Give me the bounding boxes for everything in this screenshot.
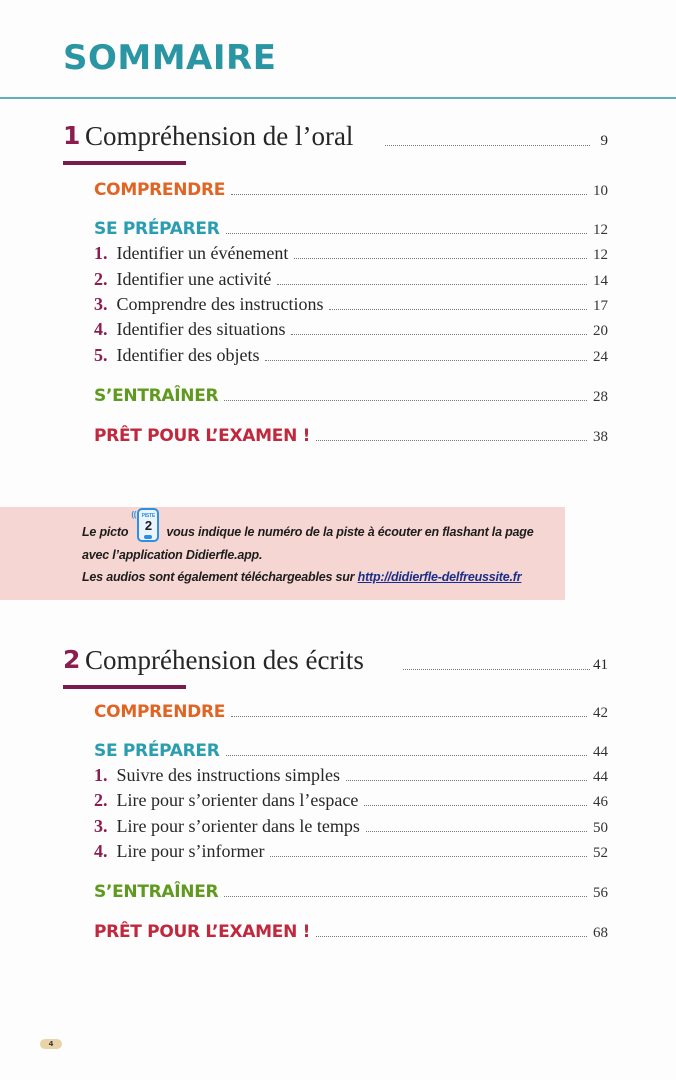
toc-page-number: 12	[593, 247, 608, 263]
toc-item-text: Lire pour s’orienter dans l’espace	[116, 790, 359, 810]
toc-item-number: 5.	[94, 345, 108, 365]
dot-leader	[316, 440, 587, 441]
section-page: 9	[600, 133, 608, 149]
dot-leader	[231, 194, 587, 195]
toc-item-row[interactable]	[94, 318, 608, 340]
toc-item-label	[94, 294, 323, 315]
dot-leader	[294, 258, 587, 259]
toc-item-label	[94, 243, 288, 264]
toc-item-row[interactable]	[94, 293, 608, 315]
toc-heading-label: PRÊT POUR L’EXAMEN !	[94, 426, 311, 446]
toc-heading-label: S’ENTRAÎNER	[94, 882, 219, 902]
toc-item-text: Identifier des situations	[116, 319, 286, 339]
picto-number: 2	[144, 517, 152, 533]
toc-item-row[interactable]	[94, 789, 608, 811]
toc-heading-label: PRÊT POUR L’EXAMEN !	[94, 922, 311, 942]
picto-label: PISTE	[141, 512, 156, 519]
toc-heading-row[interactable]	[94, 384, 608, 406]
toc-heading-row[interactable]	[94, 424, 608, 446]
toc-item-text: Identifier un événement	[116, 243, 289, 263]
toc-item-number: 2.	[94, 790, 108, 810]
toc-page-number: 44	[593, 744, 608, 760]
toc-item-label	[94, 816, 360, 837]
audio-note-box	[0, 507, 565, 600]
section-heading[interactable]	[63, 118, 608, 152]
dot-leader	[226, 233, 588, 234]
toc-page-number: 46	[593, 794, 608, 810]
section-comprehension-ecrits	[63, 642, 608, 962]
toc-item-number: 3.	[94, 294, 108, 314]
toc-heading-label: SE PRÉPARER	[94, 219, 220, 239]
toc-item-row[interactable]	[94, 344, 608, 366]
section-number: 1	[63, 121, 81, 150]
toc-item-number: 2.	[94, 269, 108, 289]
toc-heading-row[interactable]	[94, 178, 608, 200]
toc-item-row[interactable]	[94, 840, 608, 862]
section-number: 2	[63, 645, 81, 674]
toc-item-text: Identifier des objets	[116, 345, 260, 365]
dot-leader	[329, 309, 587, 310]
dot-leader	[385, 145, 590, 146]
toc-item-number: 4.	[94, 319, 108, 339]
toc-item-label	[94, 765, 340, 786]
dot-leader	[224, 400, 587, 401]
dot-leader	[316, 936, 587, 937]
toc-item-label	[94, 790, 358, 811]
toc-heading-row[interactable]	[94, 920, 608, 942]
dot-leader	[231, 716, 587, 717]
toc-item-text: Comprendre des instructions	[116, 294, 324, 314]
toc-heading-label: SE PRÉPARER	[94, 741, 220, 761]
dot-leader	[265, 360, 587, 361]
toc-heading-row[interactable]	[94, 700, 608, 722]
toc-item-row[interactable]	[94, 764, 608, 786]
toc-heading-row[interactable]	[94, 880, 608, 902]
section-underline	[63, 161, 186, 165]
title-rule	[0, 97, 676, 99]
signal-waves-icon: ((	[131, 509, 137, 519]
dot-leader	[224, 896, 587, 897]
toc-page-number: 14	[593, 273, 608, 289]
note-line-2: avec l’application Didierfle.app.	[82, 547, 263, 562]
dot-leader	[226, 755, 588, 756]
toc-item-row[interactable]	[94, 815, 608, 837]
section-title: Compréhension des écrits	[85, 645, 364, 675]
note-text-after: vous indique le numéro de la piste à écouter en flashant la page	[166, 525, 534, 539]
toc-item-text: Lire pour s’orienter dans le temps	[116, 816, 360, 836]
toc-heading-row[interactable]	[94, 739, 608, 761]
toc-item-label	[94, 319, 285, 340]
toc-item-number: 4.	[94, 841, 108, 861]
dot-leader	[346, 780, 587, 781]
toc-page-number: 50	[593, 820, 608, 836]
toc-item-number: 1.	[94, 765, 108, 785]
toc-page-number: 28	[593, 389, 608, 405]
dot-leader	[364, 805, 587, 806]
toc-page-number: 56	[593, 885, 608, 901]
toc-heading-label: S’ENTRAÎNER	[94, 386, 219, 406]
toc-item-number: 3.	[94, 816, 108, 836]
toc-page-number: 44	[593, 769, 608, 785]
toc-item-number: 1.	[94, 243, 108, 263]
dot-leader	[291, 334, 587, 335]
section-heading[interactable]	[63, 642, 608, 676]
toc-item-label	[94, 345, 259, 366]
toc-heading-row[interactable]	[94, 217, 608, 239]
toc-item-label	[94, 269, 271, 290]
toc-item-row[interactable]	[94, 242, 608, 264]
toc-page-number: 10	[593, 183, 608, 199]
note-line-3: Les audios sont également téléchargeables sur	[82, 570, 355, 584]
toc-page-number: 68	[593, 925, 608, 941]
toc-page-number: 17	[593, 298, 608, 314]
section-page: 41	[593, 657, 608, 673]
phone-track-icon	[131, 509, 162, 542]
toc-item-row[interactable]	[94, 268, 608, 290]
page-number-badge: 4	[40, 1039, 62, 1049]
toc-page-number: 20	[593, 323, 608, 339]
dot-leader	[366, 831, 587, 832]
dot-leader	[403, 669, 590, 670]
toc-item-text: Lire pour s’informer	[116, 841, 265, 861]
section-comprehension-oral	[63, 118, 608, 473]
download-link[interactable]: http://didierfle-delfreussite.fr	[357, 570, 522, 584]
toc-page-number: 42	[593, 705, 608, 721]
section-underline	[63, 685, 186, 689]
note-text-before: Le picto	[82, 525, 129, 539]
toc-page-number: 52	[593, 845, 608, 861]
toc-page-number: 12	[593, 222, 608, 238]
toc-item-label	[94, 841, 264, 862]
toc-item-text: Suivre des instructions simples	[116, 765, 340, 785]
toc-heading-label: COMPRENDRE	[94, 702, 226, 722]
toc-page-number: 24	[593, 349, 608, 365]
audio-note-text	[82, 509, 562, 589]
dot-leader	[270, 856, 587, 857]
toc-item-text: Identifier une activité	[116, 269, 272, 289]
section-title: Compréhension de l’oral	[85, 121, 354, 151]
page-title: SOMMAIRE	[63, 38, 277, 78]
toc-page-number: 38	[593, 429, 608, 445]
toc-heading-label: COMPRENDRE	[94, 180, 226, 200]
dot-leader	[277, 284, 587, 285]
